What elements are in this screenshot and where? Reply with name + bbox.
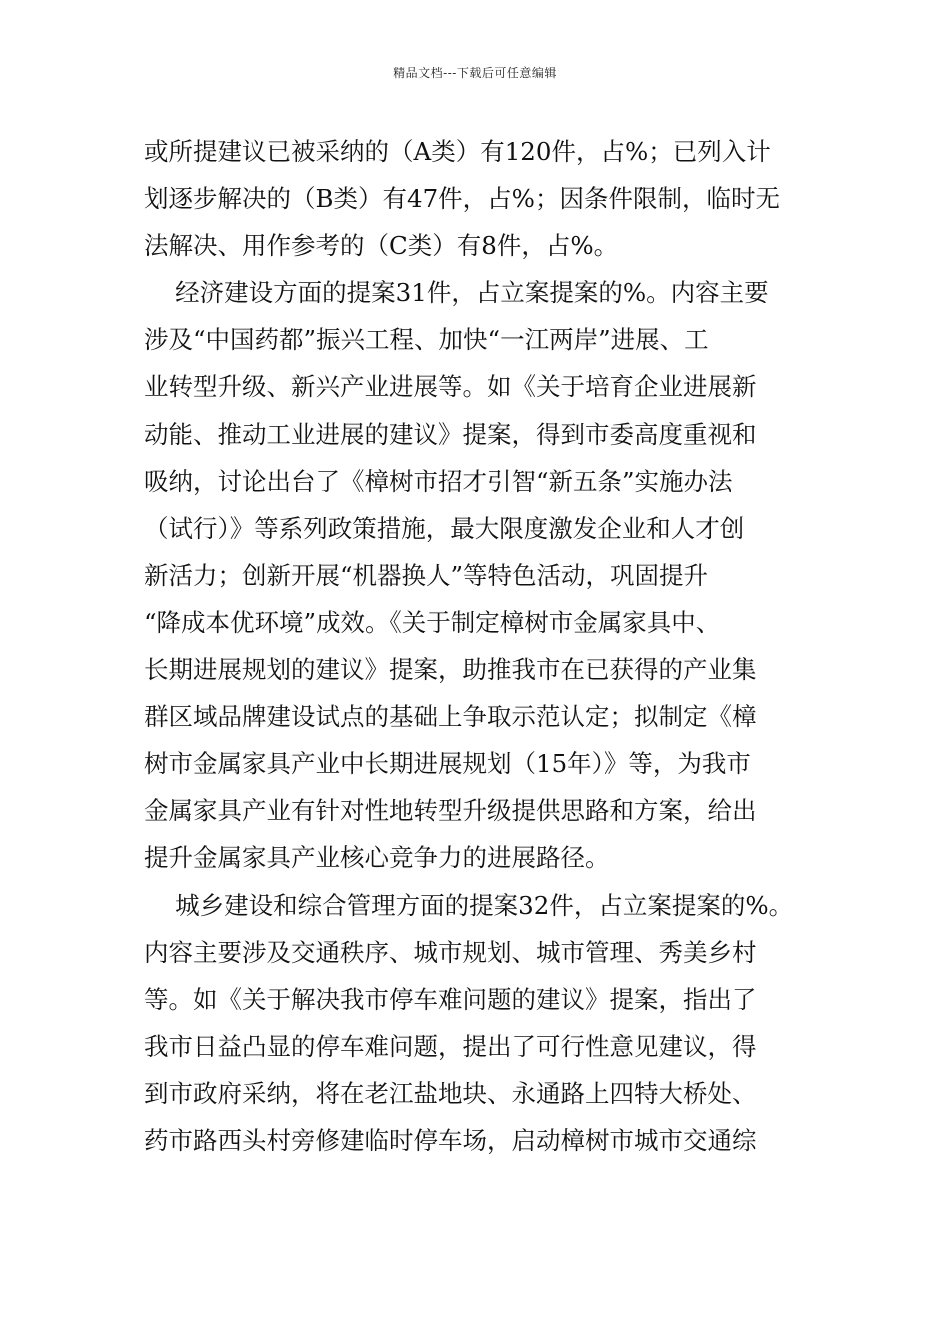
text-line: 长期进展规划的建议》提案，助推我市在已获得的产业集 [144,655,757,685]
paragraph-start-line: 城乡建设和综合管理方面的提案32件，占立案提案的%。 [144,890,794,920]
text-line: 提升金属家具产业核心竞争力的进展路径。 [144,843,610,873]
text-line: 新活力；创新开展“机器换人”等特色活动，巩固提升 [144,560,709,590]
text-line: 涉及“中国药都”振兴工程、加快“一江两岸”进展、工 [144,325,709,355]
text-line: 到市政府采纳，将在老江盐地块、永通路上四特大桥处、 [144,1078,757,1108]
page-header: 精品文档---下载后可任意编辑 [393,66,557,80]
document-body [144,128,808,1164]
text-line: 等。如《关于解决我市停车难问题的建议》提案，指出了 [144,984,757,1014]
text-line: 法解决、用作参考的（C类）有8件，占%。 [144,231,619,261]
text-line: 我市日益凸显的停车难问题，提出了可行性意见建议，得 [144,1031,757,1061]
text-line: 业转型升级、新兴产业进展等。如《关于培育企业进展新 [144,372,757,402]
text-line: “降成本优环境”成效。《关于制定樟树市金属家具中、 [144,607,721,637]
text-line: 药市路西头村旁修建临时停车场，启动樟树市城市交通综 [144,1125,757,1155]
text-line: 群区域品牌建设试点的基础上争取示范认定；拟制定《樟 [144,702,757,732]
text-line: 划逐步解决的（B类）有47件，占%；因条件限制，临时无 [144,184,780,214]
text-line: 树市金属家具产业中长期进展规划（15年）》等，为我市 [144,749,751,779]
text-line: 内容主要涉及交通秩序、城市规划、城市管理、秀美乡村 [144,937,757,967]
text-line: 金属家具产业有针对性地转型升级提供思路和方案，给出 [144,796,757,826]
paragraph-start-line: 经济建设方面的提案31件，占立案提案的%。内容主要 [144,278,769,308]
text-line: 动能、推动工业进展的建议》提案，得到市委高度重视和 [144,419,757,449]
text-line: 或所提建议已被采纳的（A类）有120件，占%；已列入计 [144,137,771,166]
text-line: 吸纳，讨论出台了《樟树市招才引智“新五条”实施办法 [144,466,733,496]
text-line: （试行）》等系列政策措施，最大限度激发企业和人才创 [144,513,745,543]
